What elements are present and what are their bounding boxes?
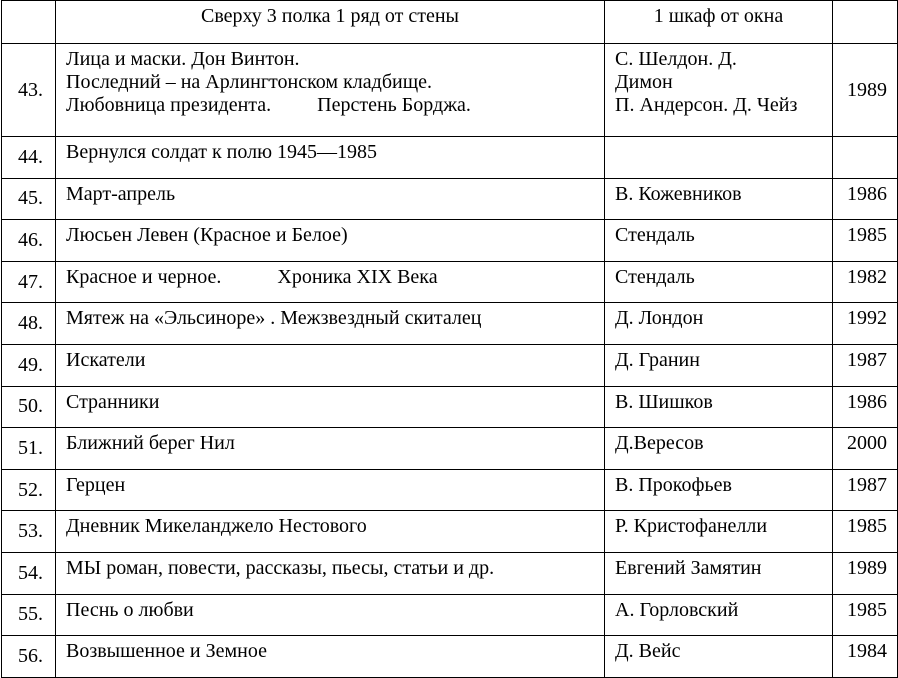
row-number: 50. (2, 386, 56, 428)
row-year (833, 137, 898, 179)
row-year: 1987 (833, 344, 898, 386)
row-year: 1985 (833, 594, 898, 636)
row-number: 48. (2, 303, 56, 345)
row-number: 51. (2, 428, 56, 470)
title-line: Последний – на Арлингтонском кладбище. (66, 71, 432, 93)
table-row (2, 428, 898, 470)
table-row (2, 386, 898, 428)
row-year: 1984 (833, 636, 898, 678)
row-author: Стендаль (605, 261, 833, 303)
row-year: 1986 (833, 178, 898, 220)
row-title: Люсьен Левен (Красное и Белое) (56, 220, 605, 262)
table-row (2, 511, 898, 553)
row-author: В. Прокофьев (605, 469, 833, 511)
table-row (2, 303, 898, 345)
row-author: Д. Гранин (605, 344, 833, 386)
row-author: Евгений Замятин (605, 552, 833, 594)
row-author (605, 44, 833, 137)
row-title (56, 44, 605, 137)
row-year: 1986 (833, 386, 898, 428)
table-row (2, 44, 898, 137)
row-number: 52. (2, 469, 56, 511)
table-row (2, 261, 898, 303)
row-number: 43. (2, 44, 56, 137)
row-author: Стендаль (605, 220, 833, 262)
row-year: 1982 (833, 261, 898, 303)
row-year: 1989 (833, 552, 898, 594)
table-row (2, 594, 898, 636)
row-title: Ближний берег Нил (56, 428, 605, 470)
row-number: 56. (2, 636, 56, 678)
row-year: 1992 (833, 303, 898, 345)
author-line: Димон (615, 71, 673, 93)
table-row (2, 552, 898, 594)
header-num-cell (2, 1, 56, 44)
header-author-cell: 1 шкаф от окна (605, 1, 833, 44)
table-row (2, 220, 898, 262)
table-row (2, 469, 898, 511)
header-title-cell: Сверху 3 полка 1 ряд от стены (56, 1, 605, 44)
row-title: Вернулся солдат к полю 1945—1985 (56, 137, 605, 179)
row-author: А. Горловский (605, 594, 833, 636)
row-title: Мятеж на «Эльсиноре» . Межзвездный скиталец (56, 303, 605, 345)
book-list-table (1, 0, 898, 678)
table-row (2, 344, 898, 386)
row-title: Дневник Микеланджело Нестового (56, 511, 605, 553)
row-number: 46. (2, 220, 56, 262)
header-row (2, 1, 898, 44)
row-author: Д. Вейс (605, 636, 833, 678)
row-title: Песнь о любви (56, 594, 605, 636)
title-line: Лица и маски. Дон Винтон. (66, 48, 300, 70)
row-number: 53. (2, 511, 56, 553)
author-line: С. Шелдон. Д. (615, 48, 737, 70)
row-year: 1989 (833, 44, 898, 137)
row-number: 47. (2, 261, 56, 303)
header-year-cell (833, 1, 898, 44)
row-year: 1985 (833, 220, 898, 262)
title-segment: Красное и черное. (66, 265, 222, 288)
row-title: Странники (56, 386, 605, 428)
table-row (2, 178, 898, 220)
row-author: В. Шишков (605, 386, 833, 428)
row-title (56, 261, 605, 303)
title-segment: Хроника XIX Века (277, 265, 438, 288)
title-segment: Любовница президента. (66, 94, 272, 116)
row-author: Д.Вересов (605, 428, 833, 470)
title-line (66, 94, 604, 117)
row-author: В. Кожевников (605, 178, 833, 220)
row-number: 45. (2, 178, 56, 220)
table-row (2, 137, 898, 179)
table-row (2, 636, 898, 678)
row-title: Герцен (56, 469, 605, 511)
row-title: Искатели (56, 344, 605, 386)
title-segment: Перстень Борджа. (317, 94, 471, 116)
row-author (605, 137, 833, 179)
row-number: 55. (2, 594, 56, 636)
row-year: 1985 (833, 511, 898, 553)
author-line: П. Андерсон. Д. Чейз (615, 94, 798, 116)
row-number: 54. (2, 552, 56, 594)
row-year: 2000 (833, 428, 898, 470)
row-number: 49. (2, 344, 56, 386)
row-year: 1987 (833, 469, 898, 511)
row-title: Март-апрель (56, 178, 605, 220)
row-title: МЫ роман, повести, рассказы, пьесы, статьи и др. (56, 552, 605, 594)
row-number: 44. (2, 137, 56, 179)
row-title: Возвышенное и Земное (56, 636, 605, 678)
row-author: Д. Лондон (605, 303, 833, 345)
row-author: Р. Кристофанелли (605, 511, 833, 553)
